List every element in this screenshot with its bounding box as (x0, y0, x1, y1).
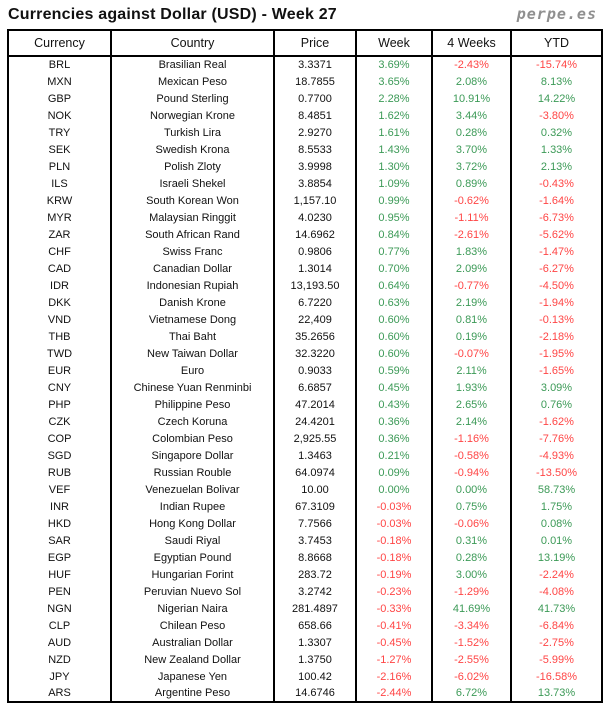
week-cell: -0.03% (356, 498, 432, 515)
currency-cell: GBP (8, 90, 111, 107)
ytd-cell: 0.08% (511, 515, 602, 532)
header-row (8, 30, 602, 56)
ytd-cell: -4.08% (511, 583, 602, 600)
currency-cell: BRL (8, 56, 111, 73)
country-cell: Chilean Peso (111, 617, 274, 634)
4weeks-cell: 10.91% (432, 90, 511, 107)
country-cell: Saudi Riyal (111, 532, 274, 549)
country-cell: Nigerian Naira (111, 600, 274, 617)
country-cell: Vietnamese Dong (111, 311, 274, 328)
table-row (8, 600, 602, 617)
week-cell: 0.09% (356, 464, 432, 481)
table-row (8, 498, 602, 515)
ytd-cell: -5.62% (511, 226, 602, 243)
4weeks-cell: -1.16% (432, 430, 511, 447)
country-cell: Australian Dollar (111, 634, 274, 651)
country-cell: Chinese Yuan Renminbi (111, 379, 274, 396)
table-row (8, 549, 602, 566)
country-cell: Mexican Peso (111, 73, 274, 90)
4weeks-cell: 2.19% (432, 294, 511, 311)
4weeks-cell: 3.72% (432, 158, 511, 175)
ytd-cell: 1.75% (511, 498, 602, 515)
country-cell: Japanese Yen (111, 668, 274, 685)
table-row (8, 192, 602, 209)
table-row (8, 396, 602, 413)
price-cell: 3.9998 (274, 158, 356, 175)
currency-cell: CAD (8, 260, 111, 277)
4weeks-cell: 0.89% (432, 175, 511, 192)
4weeks-cell: 0.00% (432, 481, 511, 498)
currency-cell: TWD (8, 345, 111, 362)
table-row (8, 532, 602, 549)
table-row (8, 311, 602, 328)
table-row (8, 73, 602, 90)
4weeks-cell: 0.28% (432, 549, 511, 566)
4weeks-cell: 2.09% (432, 260, 511, 277)
4weeks-cell: 3.44% (432, 107, 511, 124)
week-cell: 1.61% (356, 124, 432, 141)
col-header-country: Country (111, 30, 274, 56)
ytd-cell: 41.73% (511, 600, 602, 617)
4weeks-cell: -0.94% (432, 464, 511, 481)
4weeks-cell: -1.52% (432, 634, 511, 651)
4weeks-cell: -2.55% (432, 651, 511, 668)
4weeks-cell: 2.11% (432, 362, 511, 379)
country-cell: Czech Koruna (111, 413, 274, 430)
price-cell: 35.2656 (274, 328, 356, 345)
country-cell: Swedish Krona (111, 141, 274, 158)
currency-cell: TRY (8, 124, 111, 141)
title-bar (8, 5, 597, 24)
country-cell: Swiss Franc (111, 243, 274, 260)
price-cell: 1.3463 (274, 447, 356, 464)
table-row (8, 668, 602, 685)
currency-cell: SEK (8, 141, 111, 158)
table-row (8, 651, 602, 668)
ytd-cell: -6.27% (511, 260, 602, 277)
price-cell: 0.9033 (274, 362, 356, 379)
ytd-cell: 3.09% (511, 379, 602, 396)
country-cell: New Zealand Dollar (111, 651, 274, 668)
4weeks-cell: 41.69% (432, 600, 511, 617)
currency-cell: AUD (8, 634, 111, 651)
table-row (8, 260, 602, 277)
currency-cell: PLN (8, 158, 111, 175)
price-cell: 8.8668 (274, 549, 356, 566)
table-header (8, 30, 602, 56)
country-cell: Turkish Lira (111, 124, 274, 141)
country-cell: Norwegian Krone (111, 107, 274, 124)
country-cell: Malaysian Ringgit (111, 209, 274, 226)
price-cell: 0.9806 (274, 243, 356, 260)
week-cell: 0.70% (356, 260, 432, 277)
ytd-cell: 0.32% (511, 124, 602, 141)
currency-cell: IDR (8, 277, 111, 294)
ytd-cell: -5.99% (511, 651, 602, 668)
ytd-cell: 13.73% (511, 685, 602, 702)
week-cell: 0.63% (356, 294, 432, 311)
4weeks-cell: -3.34% (432, 617, 511, 634)
ytd-cell: -6.84% (511, 617, 602, 634)
price-cell: 32.3220 (274, 345, 356, 362)
week-cell: -0.03% (356, 515, 432, 532)
4weeks-cell: 6.72% (432, 685, 511, 702)
ytd-cell: 14.22% (511, 90, 602, 107)
ytd-cell: 1.33% (511, 141, 602, 158)
col-header-week: Week (356, 30, 432, 56)
currency-cell: ILS (8, 175, 111, 192)
currency-cell: DKK (8, 294, 111, 311)
table-row (8, 379, 602, 396)
price-cell: 67.3109 (274, 498, 356, 515)
price-cell: 3.3371 (274, 56, 356, 73)
currency-cell: CHF (8, 243, 111, 260)
country-cell: Hungarian Forint (111, 566, 274, 583)
week-cell: 0.43% (356, 396, 432, 413)
currency-cell: MYR (8, 209, 111, 226)
4weeks-cell: -0.07% (432, 345, 511, 362)
price-cell: 13,193.50 (274, 277, 356, 294)
currency-cell: PHP (8, 396, 111, 413)
table-row (8, 481, 602, 498)
ytd-cell: -3.80% (511, 107, 602, 124)
country-cell: Egyptian Pound (111, 549, 274, 566)
4weeks-cell: 2.65% (432, 396, 511, 413)
ytd-cell: -2.24% (511, 566, 602, 583)
week-cell: 0.00% (356, 481, 432, 498)
4weeks-cell: 1.83% (432, 243, 511, 260)
price-cell: 283.72 (274, 566, 356, 583)
brand-watermark: perpe.es (516, 5, 597, 23)
table-row (8, 90, 602, 107)
price-cell: 4.0230 (274, 209, 356, 226)
week-cell: 0.60% (356, 345, 432, 362)
ytd-cell: -16.58% (511, 668, 602, 685)
ytd-cell: -6.73% (511, 209, 602, 226)
country-cell: Russian Rouble (111, 464, 274, 481)
country-cell: South African Rand (111, 226, 274, 243)
country-cell: Pound Sterling (111, 90, 274, 107)
currency-cell: NZD (8, 651, 111, 668)
ytd-cell: -1.95% (511, 345, 602, 362)
ytd-cell: 0.76% (511, 396, 602, 413)
ytd-cell: -1.94% (511, 294, 602, 311)
table-row (8, 141, 602, 158)
table-row (8, 277, 602, 294)
ytd-cell: 13.19% (511, 549, 602, 566)
4weeks-cell: 3.00% (432, 566, 511, 583)
table-row (8, 328, 602, 345)
currency-cell: COP (8, 430, 111, 447)
price-cell: 658.66 (274, 617, 356, 634)
table-row (8, 243, 602, 260)
ytd-cell: -4.93% (511, 447, 602, 464)
currency-cell: JPY (8, 668, 111, 685)
week-cell: 0.36% (356, 413, 432, 430)
price-cell: 2.9270 (274, 124, 356, 141)
currency-cell: HKD (8, 515, 111, 532)
table-row (8, 685, 602, 702)
week-cell: -0.41% (356, 617, 432, 634)
4weeks-cell: 0.28% (432, 124, 511, 141)
table-row (8, 124, 602, 141)
ytd-cell: 0.01% (511, 532, 602, 549)
ytd-cell: -7.76% (511, 430, 602, 447)
table-body (8, 56, 602, 702)
price-cell: 100.42 (274, 668, 356, 685)
ytd-cell: -2.18% (511, 328, 602, 345)
country-cell: Peruvian Nuevo Sol (111, 583, 274, 600)
currency-cell: ARS (8, 685, 111, 702)
currency-cell: SGD (8, 447, 111, 464)
4weeks-cell: 3.70% (432, 141, 511, 158)
price-cell: 47.2014 (274, 396, 356, 413)
4weeks-cell: -6.02% (432, 668, 511, 685)
country-cell: Argentine Peso (111, 685, 274, 702)
price-cell: 7.7566 (274, 515, 356, 532)
ytd-cell: 2.13% (511, 158, 602, 175)
col-header-price: Price (274, 30, 356, 56)
4weeks-cell: 0.19% (432, 328, 511, 345)
week-cell: 1.30% (356, 158, 432, 175)
price-cell: 14.6746 (274, 685, 356, 702)
price-cell: 3.8854 (274, 175, 356, 192)
price-cell: 14.6962 (274, 226, 356, 243)
country-cell: Polish Zloty (111, 158, 274, 175)
ytd-cell: -2.75% (511, 634, 602, 651)
ytd-cell: -1.64% (511, 192, 602, 209)
table-row (8, 464, 602, 481)
week-cell: -0.18% (356, 549, 432, 566)
table-row (8, 583, 602, 600)
price-cell: 1.3307 (274, 634, 356, 651)
week-cell: 0.60% (356, 328, 432, 345)
week-cell: -0.19% (356, 566, 432, 583)
currency-cell: INR (8, 498, 111, 515)
week-cell: 1.43% (356, 141, 432, 158)
currency-cell: CZK (8, 413, 111, 430)
currency-cell: NOK (8, 107, 111, 124)
currency-cell: CNY (8, 379, 111, 396)
currency-table (7, 29, 603, 703)
country-cell: Brasilian Real (111, 56, 274, 73)
ytd-cell: -1.65% (511, 362, 602, 379)
currency-cell: HUF (8, 566, 111, 583)
week-cell: 0.95% (356, 209, 432, 226)
country-cell: New Taiwan Dollar (111, 345, 274, 362)
currency-cell: PEN (8, 583, 111, 600)
4weeks-cell: -0.77% (432, 277, 511, 294)
ytd-cell: 58.73% (511, 481, 602, 498)
price-cell: 6.6857 (274, 379, 356, 396)
currency-cell: EGP (8, 549, 111, 566)
week-cell: -0.18% (356, 532, 432, 549)
week-cell: 0.36% (356, 430, 432, 447)
4weeks-cell: 0.75% (432, 498, 511, 515)
week-cell: 0.84% (356, 226, 432, 243)
week-cell: 0.60% (356, 311, 432, 328)
price-cell: 1,157.10 (274, 192, 356, 209)
currency-cell: RUB (8, 464, 111, 481)
4weeks-cell: -2.61% (432, 226, 511, 243)
4weeks-cell: 1.93% (432, 379, 511, 396)
week-cell: 0.77% (356, 243, 432, 260)
4weeks-cell: 0.31% (432, 532, 511, 549)
country-cell: Indonesian Rupiah (111, 277, 274, 294)
table-row (8, 362, 602, 379)
table-row (8, 430, 602, 447)
week-cell: -2.16% (356, 668, 432, 685)
currency-cell: ZAR (8, 226, 111, 243)
country-cell: South Korean Won (111, 192, 274, 209)
week-cell: 1.09% (356, 175, 432, 192)
col-header-ytd: YTD (511, 30, 602, 56)
table-row (8, 345, 602, 362)
ytd-cell: -1.47% (511, 243, 602, 260)
col-header-4weeks: 4 Weeks (432, 30, 511, 56)
4weeks-cell: -0.62% (432, 192, 511, 209)
ytd-cell: -15.74% (511, 56, 602, 73)
table-row (8, 209, 602, 226)
week-cell: 0.21% (356, 447, 432, 464)
country-cell: Israeli Shekel (111, 175, 274, 192)
ytd-cell: -0.43% (511, 175, 602, 192)
country-cell: Indian Rupee (111, 498, 274, 515)
table-row (8, 107, 602, 124)
table-row (8, 447, 602, 464)
table-row (8, 56, 602, 73)
week-cell: -0.23% (356, 583, 432, 600)
page-title: Currencies against Dollar (USD) - Week 27 (8, 6, 337, 23)
week-cell: -1.27% (356, 651, 432, 668)
currency-cell: THB (8, 328, 111, 345)
currency-cell: MXN (8, 73, 111, 90)
price-cell: 22,409 (274, 311, 356, 328)
table-row (8, 617, 602, 634)
country-cell: Canadian Dollar (111, 260, 274, 277)
4weeks-cell: -1.29% (432, 583, 511, 600)
week-cell: -0.33% (356, 600, 432, 617)
4weeks-cell: -1.11% (432, 209, 511, 226)
price-cell: 10.00 (274, 481, 356, 498)
ytd-cell: -0.13% (511, 311, 602, 328)
price-cell: 3.7453 (274, 532, 356, 549)
4weeks-cell: -2.43% (432, 56, 511, 73)
currency-cell: NGN (8, 600, 111, 617)
country-cell: Thai Baht (111, 328, 274, 345)
price-cell: 1.3750 (274, 651, 356, 668)
price-cell: 3.2742 (274, 583, 356, 600)
table-row (8, 175, 602, 192)
ytd-cell: -1.62% (511, 413, 602, 430)
table-row (8, 634, 602, 651)
price-cell: 24.4201 (274, 413, 356, 430)
price-cell: 6.7220 (274, 294, 356, 311)
col-header-currency: Currency (8, 30, 111, 56)
price-cell: 18.7855 (274, 73, 356, 90)
country-cell: Singapore Dollar (111, 447, 274, 464)
week-cell: 3.65% (356, 73, 432, 90)
table-row (8, 566, 602, 583)
table-row (8, 226, 602, 243)
ytd-cell: 8.13% (511, 73, 602, 90)
country-cell: Euro (111, 362, 274, 379)
table-row (8, 294, 602, 311)
price-cell: 8.5533 (274, 141, 356, 158)
currency-cell: CLP (8, 617, 111, 634)
country-cell: Hong Kong Dollar (111, 515, 274, 532)
week-cell: 0.99% (356, 192, 432, 209)
4weeks-cell: 2.14% (432, 413, 511, 430)
week-cell: 0.59% (356, 362, 432, 379)
price-cell: 1.3014 (274, 260, 356, 277)
week-cell: 0.45% (356, 379, 432, 396)
week-cell: 1.62% (356, 107, 432, 124)
price-cell: 0.7700 (274, 90, 356, 107)
currency-cell: KRW (8, 192, 111, 209)
week-cell: -2.44% (356, 685, 432, 702)
country-cell: Philippine Peso (111, 396, 274, 413)
country-cell: Venezuelan Bolivar (111, 481, 274, 498)
week-cell: 0.64% (356, 277, 432, 294)
price-cell: 281.4897 (274, 600, 356, 617)
currency-cell: VND (8, 311, 111, 328)
currency-cell: SAR (8, 532, 111, 549)
ytd-cell: -13.50% (511, 464, 602, 481)
ytd-cell: -4.50% (511, 277, 602, 294)
4weeks-cell: 0.81% (432, 311, 511, 328)
currency-cell: VEF (8, 481, 111, 498)
4weeks-cell: -0.06% (432, 515, 511, 532)
week-cell: 2.28% (356, 90, 432, 107)
4weeks-cell: 2.08% (432, 73, 511, 90)
week-cell: -0.45% (356, 634, 432, 651)
table-row (8, 413, 602, 430)
price-cell: 64.0974 (274, 464, 356, 481)
currency-cell: EUR (8, 362, 111, 379)
country-cell: Danish Krone (111, 294, 274, 311)
4weeks-cell: -0.58% (432, 447, 511, 464)
price-cell: 2,925.55 (274, 430, 356, 447)
table-row (8, 515, 602, 532)
price-cell: 8.4851 (274, 107, 356, 124)
table-row (8, 158, 602, 175)
week-cell: 3.69% (356, 56, 432, 73)
country-cell: Colombian Peso (111, 430, 274, 447)
